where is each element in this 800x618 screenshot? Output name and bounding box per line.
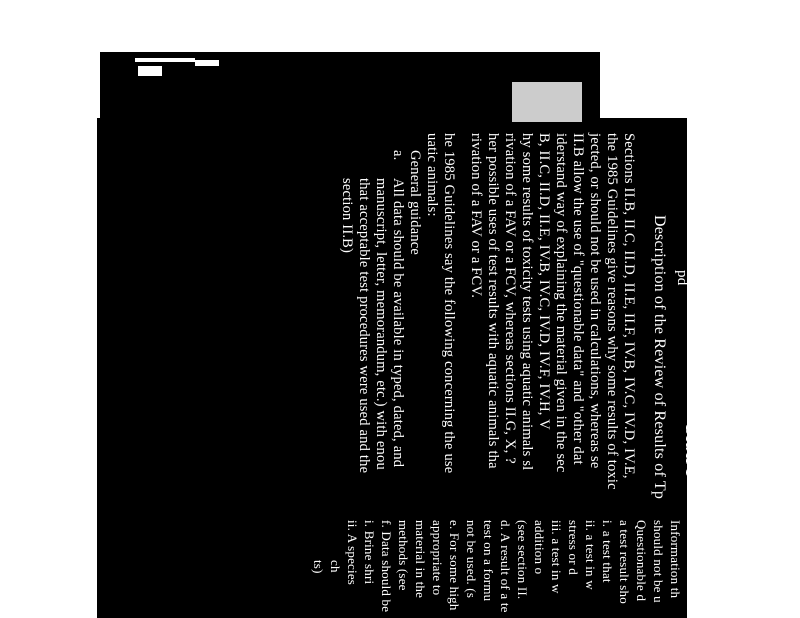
continued-line: i. Brine shri [362, 520, 377, 585]
continued-line: Questionable d [634, 520, 649, 602]
paragraph-line: uatic animals: [424, 133, 440, 217]
continued-line: a test result sho [617, 520, 632, 604]
paragraph-line: II.B allow the use of "questionable data" and "other dat [570, 133, 586, 465]
scan-speckle [135, 58, 195, 62]
list-item-line: All data should be available in typed, dated, and [390, 178, 406, 468]
continued-line: d. A result of a te [498, 520, 513, 613]
section-title: Description of the Review of Results of Tp [651, 215, 668, 500]
scan-speckle [512, 82, 582, 122]
continued-line: (see section II. [515, 520, 530, 600]
continued-line: ts) [311, 560, 326, 574]
paragraph-line: jected, or should not be used in calculations, whereas se [587, 133, 603, 469]
continued-line: ii. a test in w [583, 520, 598, 590]
continued-line: methods (see [396, 520, 411, 591]
paragraph-line: rivation of a FAV or a FCV, whereas sections II.G, X, ? [502, 133, 518, 464]
scan-speckle [138, 66, 162, 76]
continued-line: Information th [668, 520, 683, 599]
paragraph-line: her possible uses of test results with aquatic animals tha [485, 133, 501, 469]
paragraph-line: the 1985 Guidelines give reasons why some results of toxic [604, 133, 620, 490]
paragraph-line: B, II.C, II.D, II.E, IV.B, IV.C, IV.D, IV.F, IV.H, V [536, 133, 552, 430]
list-item-line: that acceptable test procedures were used and the [356, 178, 372, 474]
continued-line: material in the [413, 520, 428, 599]
list-item-line: manuscript, letter, memorandum, etc.) with enou [373, 178, 389, 470]
subheading: General guidance [407, 150, 423, 256]
continued-line: should not be u [651, 520, 666, 603]
scan-speckle [195, 60, 219, 66]
pd-label: pd [674, 270, 690, 286]
continued-line: f. Data should be [379, 520, 394, 613]
paragraph-line: hy some results of toxicity tests using aquatic animals sl [519, 133, 535, 471]
continued-line: addition o [532, 520, 547, 575]
continued-line: ch [328, 560, 343, 573]
continued-line: appropriate to [430, 520, 445, 596]
continued-line: iii. a test in w [549, 520, 564, 594]
paragraph-line: iderstand way of explaining the material given in the sec [553, 133, 569, 473]
paragraph-line: he 1985 Guidelines say the following concerning the use [441, 133, 457, 474]
continued-line: test on a formu [481, 520, 496, 602]
continued-line: ii. A species [345, 520, 360, 586]
continued-line: e. For some high [447, 520, 462, 611]
paragraph-line: Sections II.B, II.C, II.D, II.E, II.F, IV.B, IV.C, IV.D, IV.E, [621, 133, 637, 479]
draft-label: DRAFT [682, 425, 698, 478]
continued-line: i. a test that [600, 520, 615, 583]
paragraph-line: rivation of a FAV or a FCV. [468, 133, 484, 299]
list-item-line: section II.B) [339, 178, 355, 254]
list-marker: a. [390, 150, 406, 161]
continued-line: stress or d [566, 520, 581, 575]
continued-line: not be used. (s [464, 520, 479, 599]
